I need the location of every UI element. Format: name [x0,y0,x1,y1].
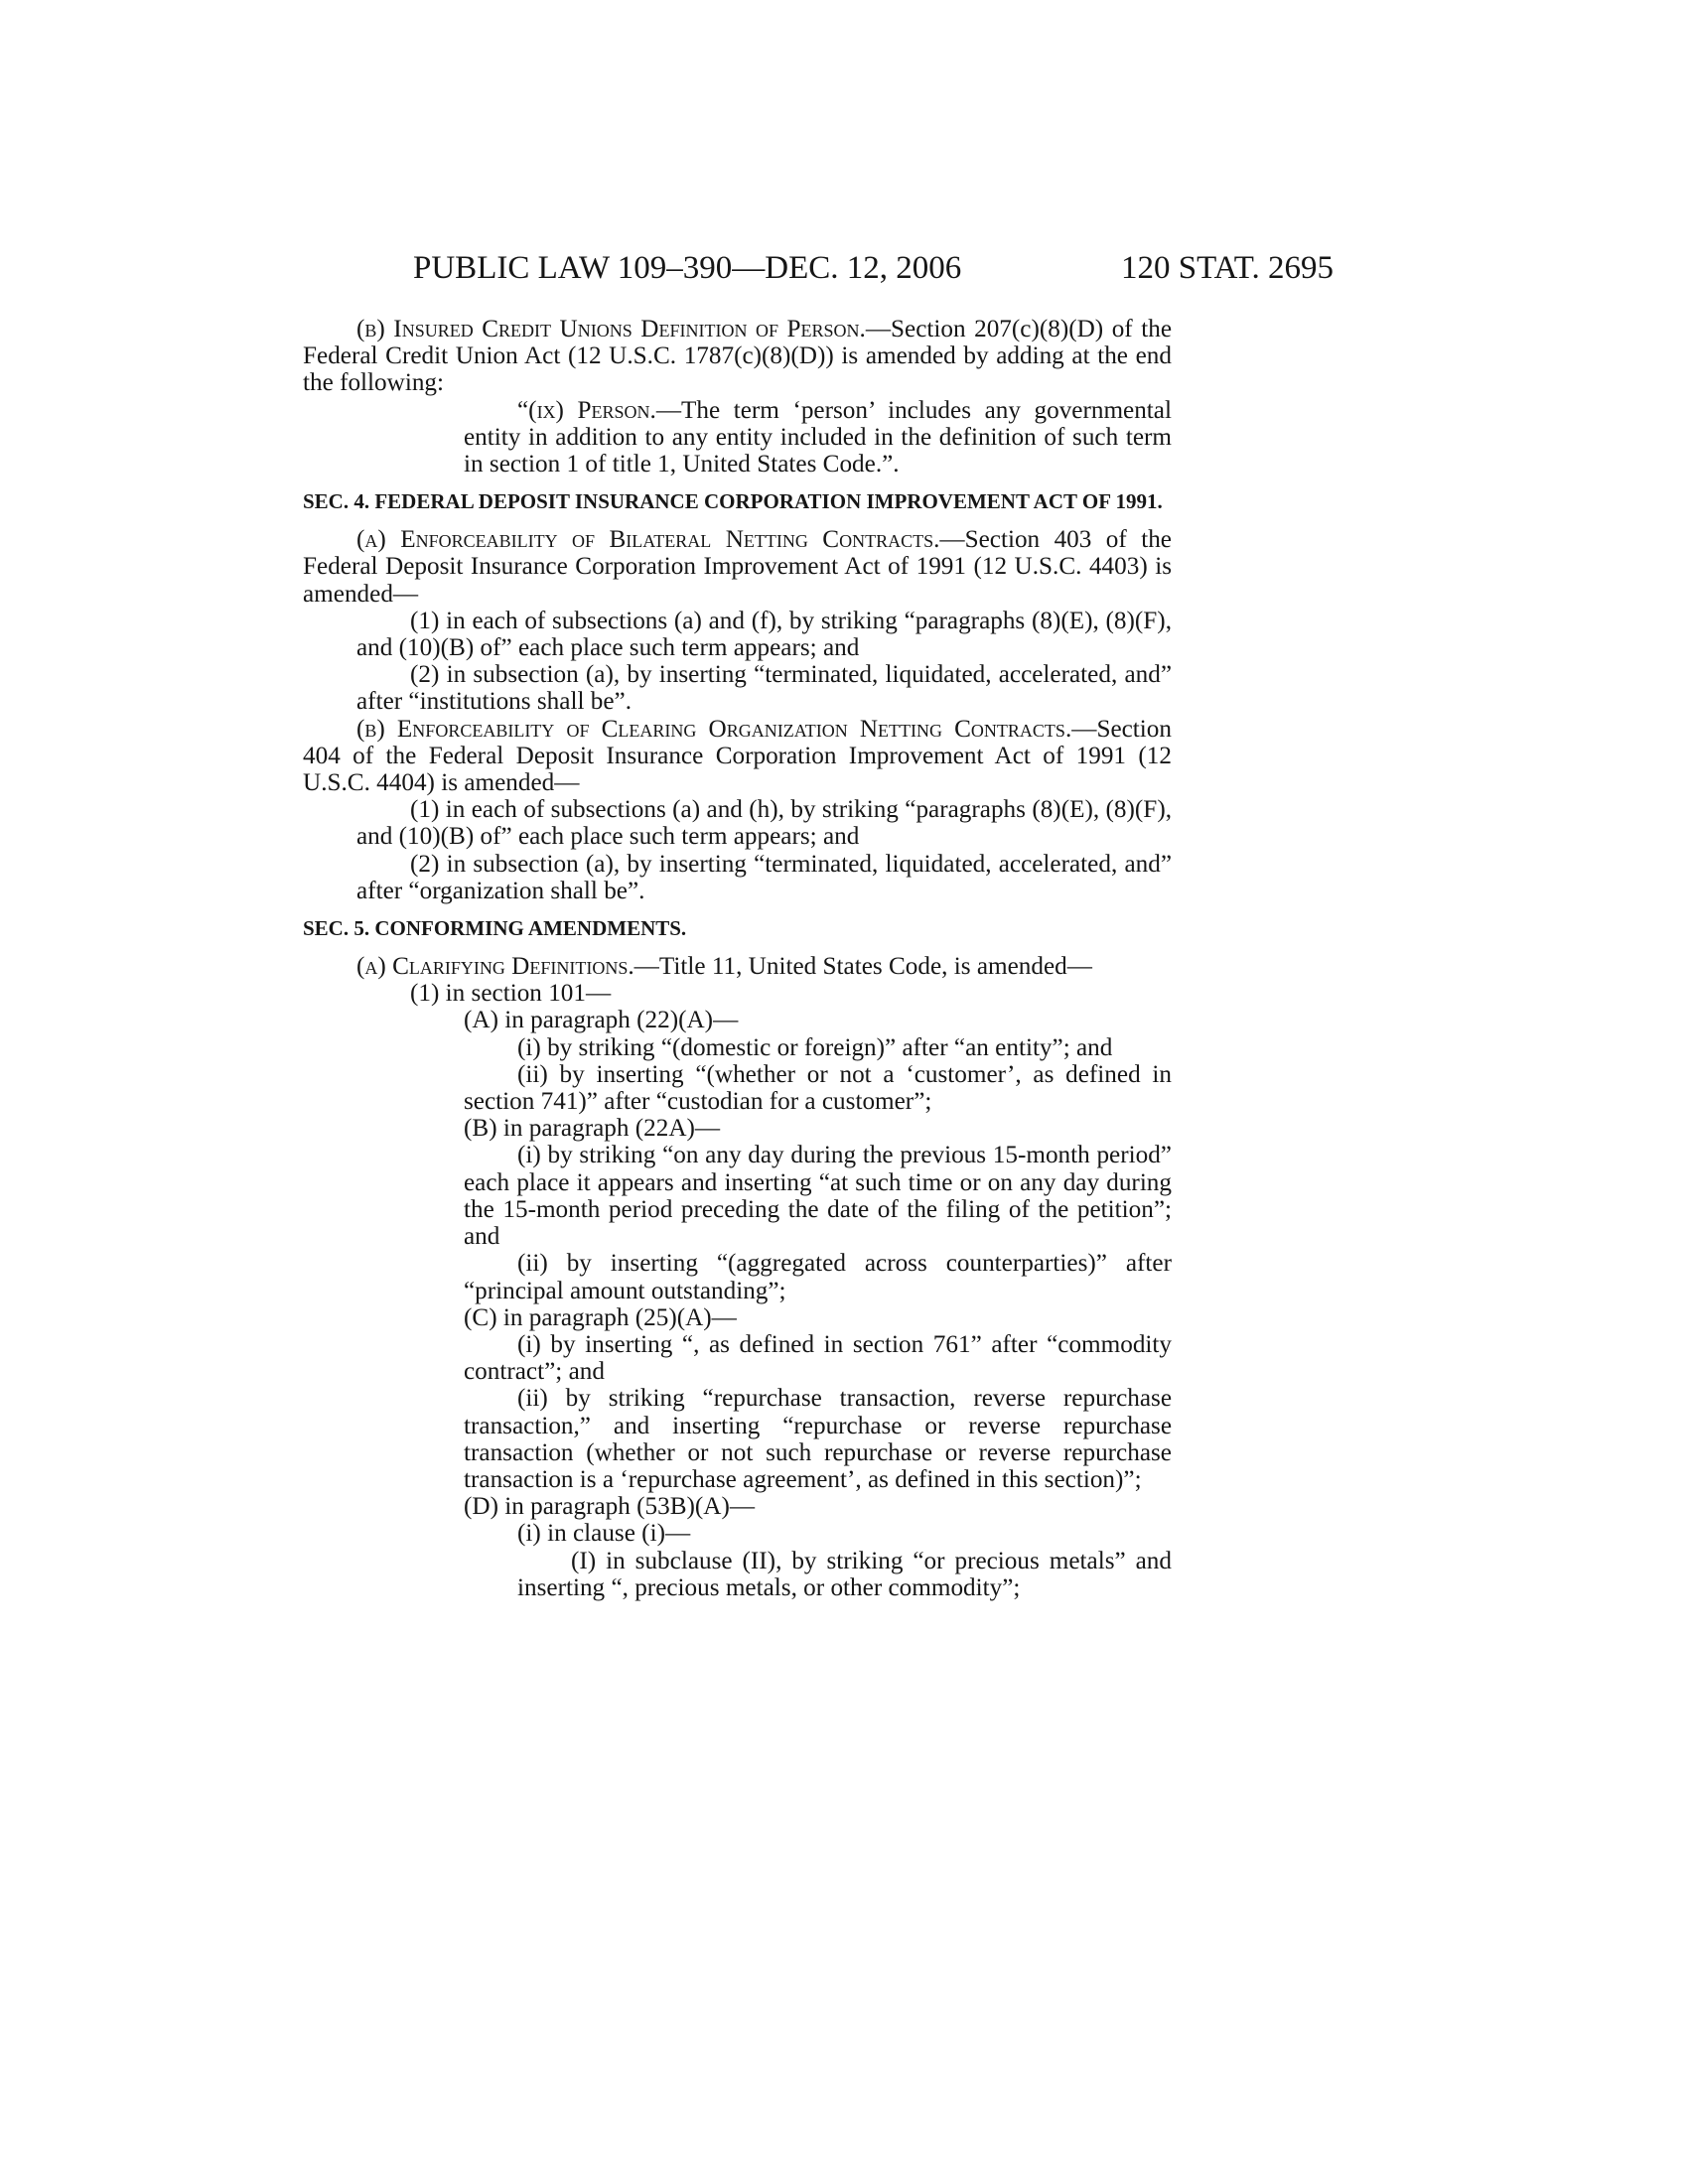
quote-label: “(ix) Person. [517,396,656,424]
section-5-heading: SEC. 5. CONFORMING AMENDMENTS. [303,916,687,941]
paragraph-5a-1-A-i: (i) by striking “(domestic or foreign)” after “an entity”; and [517,1033,1113,1061]
running-header [0,250,1688,290]
paragraph-4a [303,526,1172,608]
paragraph-5a-1-C-ii: (ii) by striking “repurchase transaction, reverse repurchase transaction,” and inserting “repurchase or reverse repurchase transaction (whether or not such repurchase or reverse repurchase transaction is a ‘repurchase agreement’, as defined in this section)”; [464,1385,1172,1493]
paragraph-4b-2: (2) in subsection (a), by inserting “terminated, liquidated, accelerated, and” after “organization shall be”. [356,850,1172,904]
section-4-heading: SEC. 4. FEDERAL DEPOSIT INSURANCE CORPORATION IMPROVEMENT ACT OF 1991. [303,489,1163,514]
paragraph-5a-1: (1) in section 101— [410,980,612,1008]
text-b: —Section 207(c)(8)(D) of the Federal Credit Union Act (12 U.S.C. 1787(c)(8)(D)) is amended by adding at the end the following: [303,316,1172,397]
heading-4b: (b) Enforceability of Clearing Organization Netting Contracts. [356,715,1072,743]
paragraph-5a-1-D-i-I: (I) in subclause (II), by striking “or precious metals” and inserting “, precious metals, or other commodity”; [517,1547,1172,1601]
paragraph-5a-1-B-ii: (ii) by inserting “(aggregated across counterparties)” after “principal amount outstanding”; [464,1250,1172,1304]
text-5a: —Title 11, United States Code, is amended— [633,953,1092,981]
paragraph-5a-1-B-i: (i) by striking “on any day during the previous 15-month period” each place it appears and inserting “at such time or on any day during the 15-month period preceding the date of the filing of the petition”; and [464,1142,1172,1251]
document-body [303,316,1172,1601]
paragraph-5a-1-D: (D) in paragraph (53B)(A)— [464,1493,756,1521]
paragraph-b-insured-credit-unions [303,316,1172,397]
text-4b: —Section 404 of the Federal Deposit Insurance Corporation Improvement Act of 1991 (12 U.S.C. 4404) is amended— [303,715,1172,797]
header-title: PUBLIC LAW 109–390—DEC. 12, 2006 [413,250,962,286]
paragraph-5a [303,953,1172,980]
header-stat-page: 120 STAT. 2695 [1121,250,1335,286]
heading-5a: (a) Clarifying Definitions. [356,953,634,981]
quote-text: —The term ‘person’ includes any governmental entity in addition to any entity included in the definition of such term in section 1 of title 1, United States Code.”. [464,396,1172,478]
paragraph-4a-2: (2) in subsection (a), by inserting “terminated, liquidated, accelerated, and” after “institutions shall be”. [356,661,1172,716]
heading-4a: (a) Enforceability of Bilateral Netting Contracts. [356,526,940,554]
text-4a: —Section 403 of the Federal Deposit Insurance Corporation Improvement Act of 1991 (12 U.S.C. 4403) is amended— [303,526,1172,608]
paragraph-4b-1: (1) in each of subsections (a) and (h), by striking “paragraphs (8)(E), (8)(F), and (10)(B) of” each place such term appears; and [356,796,1172,851]
paragraph-5a-1-C: (C) in paragraph (25)(A)— [464,1303,737,1331]
paragraph-5a-1-C-i: (i) by inserting “, as defined in section 761” after “commodity contract”; and [464,1330,1172,1386]
heading-b: (b) Insured Credit Unions Definition of Person. [356,316,866,342]
paragraph-5a-1-A-ii: (ii) by inserting “(whether or not a ‘customer’, as defined in section 741)” after “custodian for a customer”; [464,1060,1172,1116]
quote-ix-person [303,397,1172,478]
paragraph-5a-1-B: (B) in paragraph (22A)— [464,1115,721,1143]
paragraph-5a-1-D-i: (i) in clause (i)— [517,1520,691,1548]
paragraph-4a-1: (1) in each of subsections (a) and (f), by striking “paragraphs (8)(E), (8)(F), and (10)(B) of” each place such term appears; and [356,607,1172,662]
paragraph-5a-1-A: (A) in paragraph (22)(A)— [464,1007,739,1034]
paragraph-4b [303,716,1172,797]
